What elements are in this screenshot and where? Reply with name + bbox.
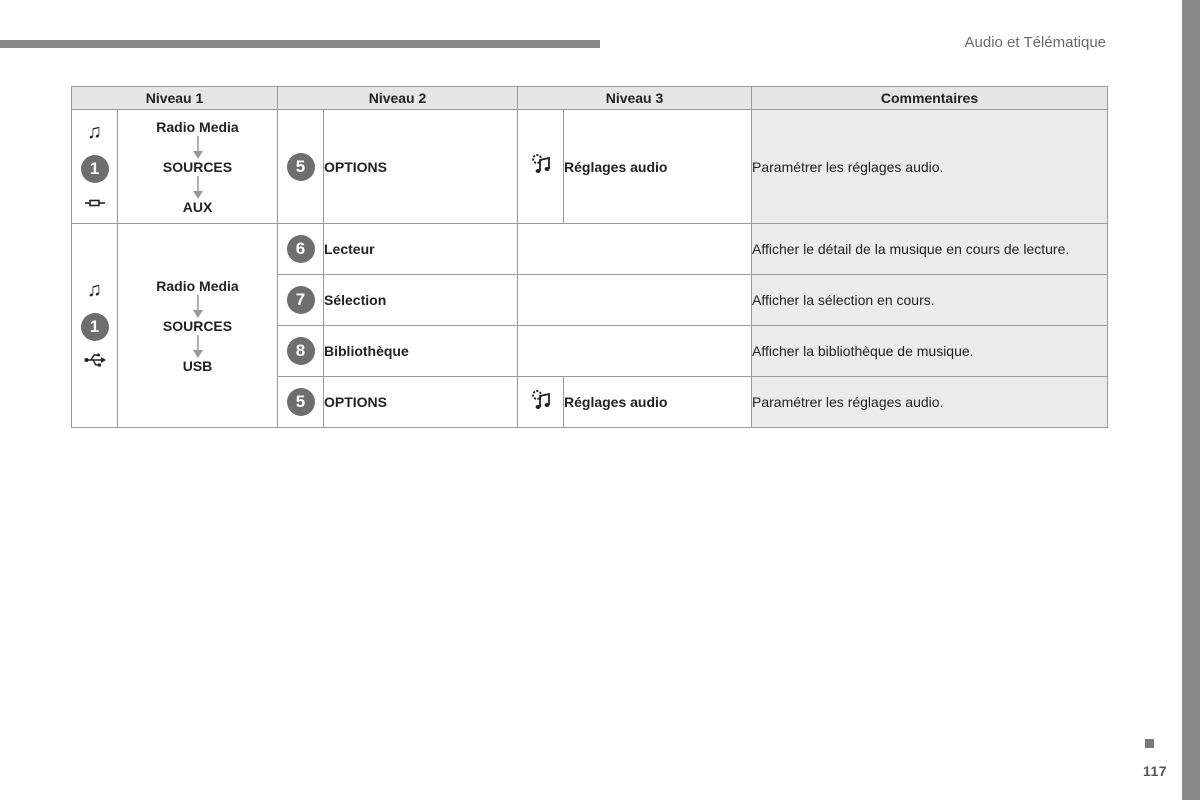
- arrow-down-icon: [191, 174, 205, 200]
- column-header: Niveau 2: [278, 87, 518, 110]
- arrow-down-icon: [191, 293, 205, 319]
- path-step: Radio Media: [156, 277, 239, 294]
- path-step: Radio Media: [156, 118, 239, 135]
- arrow-down-icon: [191, 134, 205, 160]
- level3-label: Réglages audio: [564, 377, 752, 428]
- column-header: Niveau 3: [518, 87, 752, 110]
- step-badge: 5: [287, 153, 315, 181]
- level2-label: OPTIONS: [324, 110, 518, 224]
- music-note-icon: ♫: [87, 279, 102, 301]
- level1-icons: [72, 224, 118, 428]
- step-badge: 1: [81, 155, 109, 183]
- step-badge: 5: [287, 388, 315, 416]
- step-badge: 8: [287, 337, 315, 365]
- column-header: Commentaires: [752, 87, 1108, 110]
- column-header: Niveau 1: [72, 87, 278, 110]
- empty-cell: [518, 224, 752, 275]
- step-badge: 1: [81, 313, 109, 341]
- audio-settings-icon: [528, 400, 554, 417]
- level2-label: Bibliothèque: [324, 326, 518, 377]
- level2-label: OPTIONS: [324, 377, 518, 428]
- level2-label: Lecteur: [324, 224, 518, 275]
- comment-cell: Paramétrer les réglages audio.: [752, 377, 1108, 428]
- step-badge: 6: [287, 235, 315, 263]
- usb-icon: [84, 353, 106, 372]
- page-marker: [1145, 739, 1154, 748]
- arrow-down-icon: [191, 333, 205, 359]
- menu-table: [71, 86, 1108, 428]
- level3-label: Réglages audio: [564, 110, 752, 224]
- comment-cell: Paramétrer les réglages audio.: [752, 110, 1108, 224]
- level1-icons: [72, 110, 118, 224]
- path-step: SOURCES: [162, 317, 233, 334]
- page-number: 117: [1143, 763, 1168, 779]
- level1-path: [118, 110, 278, 224]
- step-badge: 7: [287, 286, 315, 314]
- comment-cell: Afficher la bibliothèque de musique.: [752, 326, 1108, 377]
- table-header-row: [72, 87, 1108, 110]
- path-step: AUX: [182, 198, 213, 215]
- comment-cell: Afficher le détail de la musique en cours de lecture.: [752, 224, 1108, 275]
- level1-path: [118, 224, 278, 428]
- level2-label: Sélection: [324, 275, 518, 326]
- music-note-icon: ♫: [87, 120, 102, 143]
- empty-cell: [518, 326, 752, 377]
- aux-jack-icon: [85, 195, 105, 213]
- page-edge-bar: [1182, 0, 1200, 800]
- table-row: [72, 110, 1108, 224]
- section-title: Audio et Télématique: [964, 34, 1106, 51]
- empty-cell: [518, 275, 752, 326]
- path-step: USB: [182, 357, 213, 374]
- comment-cell: Afficher la sélection en cours.: [752, 275, 1108, 326]
- path-step: SOURCES: [162, 158, 233, 175]
- table-row: [72, 224, 1108, 275]
- header-rule: [0, 40, 600, 48]
- audio-settings-icon: [528, 164, 554, 181]
